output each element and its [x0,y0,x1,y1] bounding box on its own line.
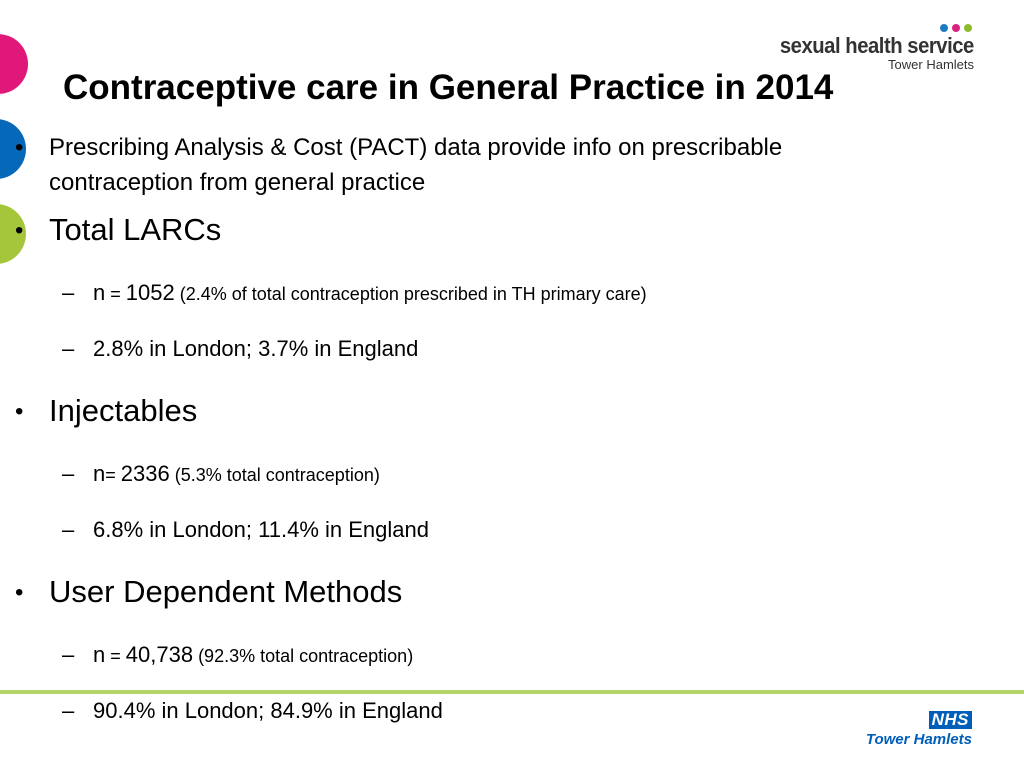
logo-dot-green [964,24,972,32]
bullet-marker: • [15,217,24,244]
dash-marker: – [62,698,75,723]
intro-text-line1: Prescribing Analysis & Cost (PACT) data provide info on prescribable [49,134,783,161]
logo-title: sexual health service [780,33,974,58]
user-dependent-n-label: n [93,642,106,667]
injectables-n-label: n [93,461,106,486]
bullet-marker: • [15,134,24,161]
dash-marker: – [62,642,75,667]
slide-title: Contraceptive care in General Practice in 2014 [63,68,834,107]
larc-compare-text: 2.8% in London; 3.7% in England [93,336,419,361]
nhs-tower-hamlets-logo [866,711,972,749]
injectables-n-note: (5.3% total contraception) [169,465,380,485]
logo-dots [763,24,972,33]
logo-dot-blue [940,24,948,32]
user-dependent-n-eq: = [105,646,126,666]
logo-dot-pink [952,24,960,32]
larc-heading: Total LARCs [49,212,222,247]
nhs-org-name: Tower Hamlets [865,731,972,748]
user-dependent-n-note: (92.3% total contraception) [193,646,414,666]
intro-text-line2: contraception from general practice [49,169,426,196]
larc-count-text [93,280,647,306]
larc-n-value: 1052 [125,280,175,305]
injectables-count-text [93,461,380,487]
user-dependent-n-value: 40,738 [125,642,194,667]
injectables-n-eq: = [105,465,121,485]
bullet-marker: • [15,398,24,425]
user-dependent-heading: User Dependent Methods [49,574,403,609]
decorative-circle-pink [0,34,28,94]
dash-marker: – [62,517,75,542]
dash-marker: – [62,461,75,486]
logo-subtitle: Tower Hamlets [888,57,974,72]
larc-n-note: (2.4% of total contraception prescribed in TH primary care) [174,284,647,304]
injectables-compare-text: 6.8% in London; 11.4% in England [93,517,429,542]
injectables-heading: Injectables [49,393,198,428]
dash-marker: – [62,280,75,305]
larc-n-eq: = [105,284,126,304]
injectables-n-value: 2336 [120,461,170,486]
footer-divider-line [0,690,1024,694]
dash-marker: – [62,336,75,361]
larc-n-label: n [93,280,106,305]
user-dependent-count-text [93,642,413,668]
sexual-health-service-logo [763,24,974,72]
bullet-marker: • [15,579,24,606]
user-dependent-compare-text: 90.4% in London; 84.9% in England [93,698,443,723]
nhs-badge: NHS [929,711,972,729]
